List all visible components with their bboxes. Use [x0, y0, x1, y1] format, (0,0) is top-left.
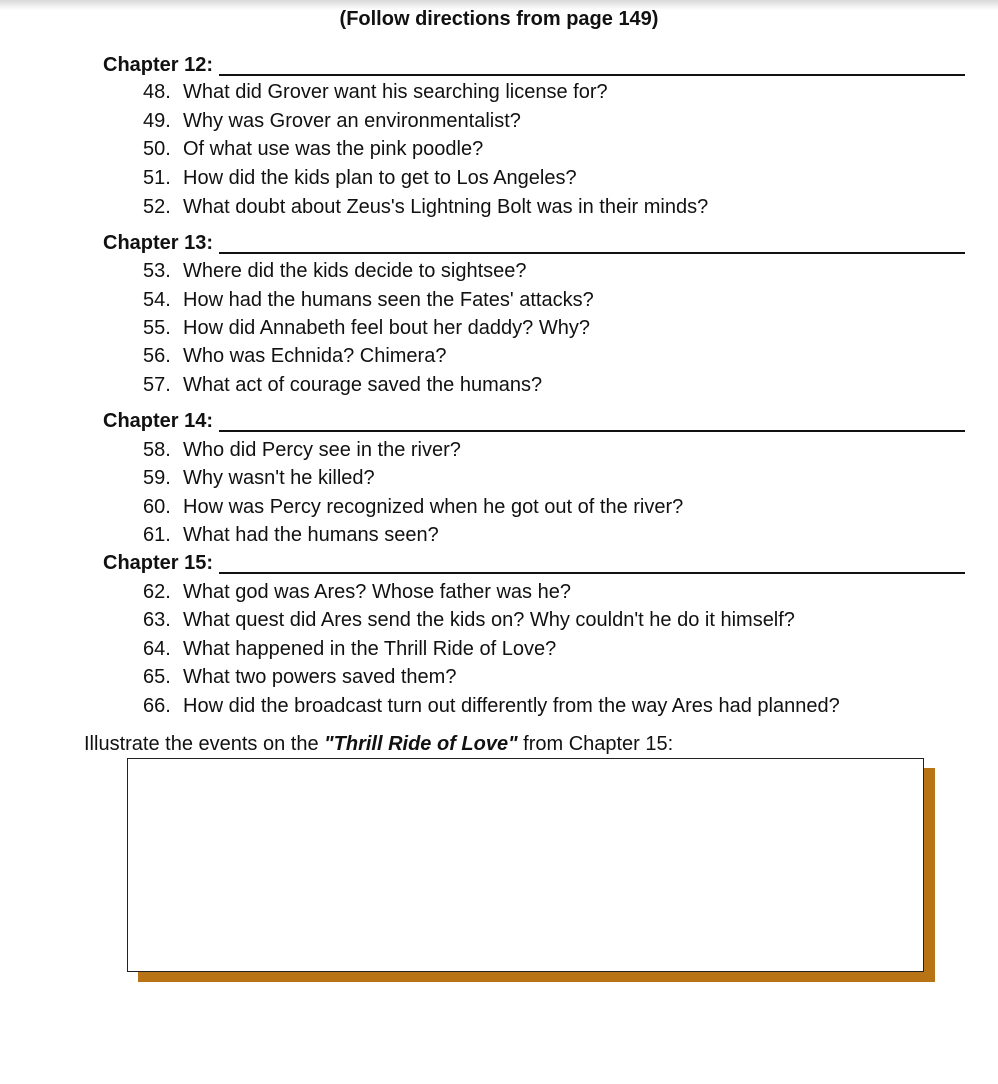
question	[143, 438, 461, 462]
question-text: How was Percy recognized when he got out of the river?	[183, 496, 684, 518]
question-text: What act of courage saved the humans?	[183, 374, 543, 396]
question-number: 58.	[143, 439, 171, 461]
chapter-title: Chapter 14:	[103, 410, 214, 432]
answer-line[interactable]	[219, 236, 965, 254]
question	[143, 166, 577, 190]
question	[143, 637, 556, 661]
question	[143, 259, 527, 283]
illustrate-instructions	[84, 733, 673, 756]
question-text: What had the humans seen?	[183, 524, 439, 546]
question-text: What happened in the Thrill Ride of Love?	[183, 638, 557, 660]
chapter-title: Chapter 15:	[103, 552, 214, 574]
question	[143, 608, 795, 632]
question-number: 55.	[143, 317, 171, 339]
illustrate-prefix: Illustrate the events on the	[84, 733, 325, 755]
question-text: Why was Grover an environmentalist?	[183, 110, 521, 132]
question-text: What doubt about Zeus's Lightning Bolt was in their minds?	[183, 196, 709, 218]
question-text: Who did Percy see in the river?	[183, 439, 461, 461]
chapter-heading	[103, 232, 965, 254]
question-number: 64.	[143, 638, 171, 660]
question-number: 51.	[143, 167, 171, 189]
question-text: What two powers saved them?	[183, 666, 457, 688]
question-number: 50.	[143, 138, 171, 160]
chapter-title: Chapter 13:	[103, 232, 214, 254]
question	[143, 523, 439, 547]
question-number: 52.	[143, 196, 171, 218]
question	[143, 80, 608, 104]
question-number: 62.	[143, 581, 171, 603]
question-number: 49.	[143, 110, 171, 132]
question	[143, 109, 521, 133]
chapter-title: Chapter 12:	[103, 54, 214, 76]
question-text: How did Annabeth feel bout her daddy? Why?	[183, 317, 590, 339]
question-text: Why wasn't he killed?	[183, 467, 375, 489]
question-number: 56.	[143, 345, 171, 367]
question	[143, 580, 571, 604]
illustrate-emphasis: "Thrill Ride of Love"	[324, 733, 518, 755]
question	[143, 665, 456, 689]
question-text: Of what use was the pink poodle?	[183, 138, 484, 160]
question	[143, 694, 840, 718]
question-text: What quest did Ares send the kids on? Why couldn't he do it himself?	[183, 609, 795, 631]
question	[143, 373, 542, 397]
question-number: 57.	[143, 374, 171, 396]
question	[143, 316, 590, 340]
question-text: Who was Echnida? Chimera?	[183, 345, 447, 367]
question-text: Where did the kids decide to sightsee?	[183, 260, 527, 282]
drawing-box[interactable]	[127, 758, 924, 972]
chapter-heading	[103, 54, 965, 76]
question-number: 59.	[143, 467, 171, 489]
question	[143, 466, 375, 490]
question-text: How did the broadcast turn out differently from the way Ares had planned?	[183, 695, 840, 717]
question-text: How did the kids plan to get to Los Angeles?	[183, 167, 577, 189]
question-text: What god was Ares? Whose father was he?	[183, 581, 571, 603]
question-text: What did Grover want his searching license for?	[183, 81, 608, 103]
question-text: How had the humans seen the Fates' attacks?	[183, 289, 594, 311]
question-number: 60.	[143, 496, 171, 518]
question-number: 63.	[143, 609, 171, 631]
answer-line[interactable]	[219, 58, 965, 76]
question	[143, 495, 683, 519]
chapter-heading	[103, 552, 965, 574]
question-number: 53.	[143, 260, 171, 282]
page-header: (Follow directions from page 149)	[339, 8, 659, 30]
question	[143, 195, 708, 219]
answer-line[interactable]	[219, 414, 965, 432]
question-number: 65.	[143, 666, 171, 688]
question-number: 61.	[143, 524, 171, 546]
illustrate-suffix: from Chapter 15:	[517, 733, 674, 755]
question-number: 66.	[143, 695, 171, 717]
chapter-heading	[103, 410, 965, 432]
question	[143, 288, 594, 312]
question-number: 54.	[143, 289, 171, 311]
question-number: 48.	[143, 81, 171, 103]
answer-line[interactable]	[219, 556, 965, 574]
question	[143, 344, 446, 368]
question	[143, 137, 483, 161]
